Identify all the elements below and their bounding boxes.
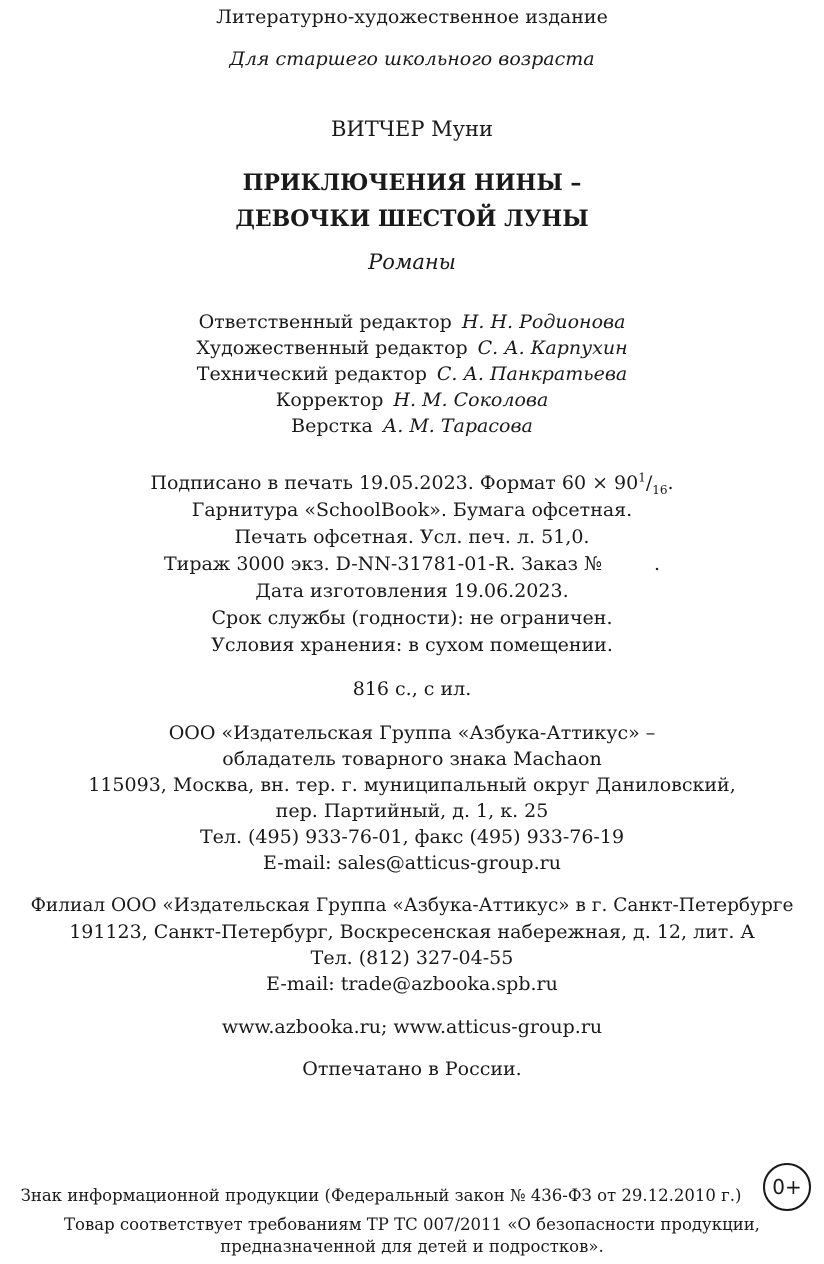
format-numerator: 1 [638,470,646,485]
shelf-life: Срок службы (годности): не ограничен. [211,607,613,629]
genre: Романы [368,250,456,274]
compliance-line: предназначенной для детей и подростков». [220,1237,604,1256]
credit-role: Художественный редактор [196,337,468,359]
credit-line [0,335,824,361]
compliance-line: Товар соответствует требованиям ТР ТС 007/2011 «О безопасности продукции, [64,1215,760,1234]
info-sign-text: Знак информационной продукции (Федеральный закон № 436-ФЗ от 29.12.2010 г.) [20,1186,742,1205]
print-signed: Подписано в печать 19.05.2023. Формат $60 \times 90^1/_{16}$. [150,470,674,497]
format-denominator: 16 [652,482,668,497]
credit-name: Н. М. Соколова [393,389,549,411]
branch-line: Филиал ООО «Издательская Группа «Азбука-Аттикус» в г. Санкт-Петербурге [30,895,794,916]
typeface: Гарнитура «SchoolBook». Бумага офсетная. [191,499,633,521]
publisher-address: пер. Партийный, д. 1, к. 25 [275,800,549,822]
credit-line [0,309,824,335]
title-line-2: ДЕВОЧКИ ШЕСТОЙ ЛУНЫ [235,206,589,232]
printed-in: Отпечатано в России. [302,1058,522,1080]
run-order [0,551,824,577]
credit-name: С. А. Карпухин [477,337,628,359]
credit-line [0,361,824,387]
credit-role: Технический редактор [196,363,427,385]
storage: Условия хранения: в сухом помещении. [211,634,613,656]
credit-line [0,413,824,439]
publisher-line: ООО «Издательская Группа «Азбука-Аттикус» – [168,722,656,744]
branch-email: E-mail: trade@azbooka.spb.ru [266,973,558,995]
age-rating-badge: 0+ [763,1163,811,1211]
branch-phone: Тел. (812) 327-04-55 [310,947,514,969]
pages: 816 с., с ил. [352,678,472,700]
run-end: . [653,553,660,575]
credit-line [0,387,824,413]
run-text: Тираж 3000 экз. D-NN-31781-01-R. Заказ № [163,553,602,575]
publisher-email: E-mail: sales@atticus-group.ru [263,852,561,874]
branch-address: 191123, Санкт-Петербург, Воскресенская набережная, д. 12, лит. А [69,921,755,943]
credit-role: Ответственный редактор [198,311,452,333]
audience: Для старшего школьного возраста [229,48,595,70]
format-end: . [667,472,674,494]
publisher-phone: Тел. (495) 933-76-01, факс (495) 933-76-19 [199,826,625,848]
websites: www.azbooka.ru; www.atticus-group.ru [221,1016,603,1038]
credit-name: С. А. Панкратьева [436,363,628,385]
title-line-1: ПРИКЛЮЧЕНИЯ НИНЫ – [242,170,582,196]
print-signed-text: Подписано в печать 19.05.2023. Формат 60 × 90 [150,472,639,494]
publisher-line: обладатель товарного знака Machaon [222,748,602,770]
credit-name: А. М. Тарасова [382,415,533,437]
credit-role: Верстка [291,415,373,437]
printing: Печать офсетная. Усл. печ. л. 51,0. [234,526,590,548]
credit-role: Корректор [275,389,384,411]
publisher-address: 115093, Москва, вн. тер. г. муниципальный округ Даниловский, [88,774,736,796]
credit-name: Н. Н. Родионова [461,311,626,333]
edition-type: Литературно-художественное издание [216,6,608,28]
author: ВИТЧЕР Муни [331,117,493,141]
made-date: Дата изготовления 19.06.2023. [255,580,569,602]
